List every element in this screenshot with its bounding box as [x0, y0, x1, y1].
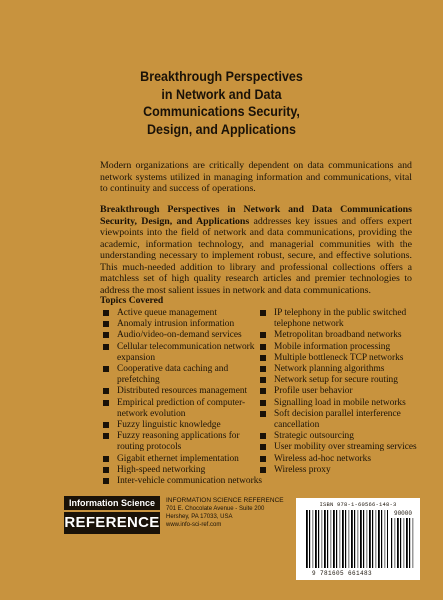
barcode-bar [306, 510, 308, 568]
barcode-bar [358, 510, 359, 568]
logo-bottom-text: REFERENCE [64, 512, 160, 534]
topic-text: Empirical prediction of computer-network evolution [117, 397, 246, 419]
topic-item [103, 342, 265, 364]
topic-item [103, 330, 265, 341]
barcode-bar [322, 510, 323, 568]
logo-top-text: Information Science [64, 496, 160, 510]
topic-item [260, 342, 420, 353]
publisher-website: www.info-sci-ref.com [166, 522, 222, 528]
barcode-bar [345, 510, 346, 568]
topic-item [260, 353, 420, 364]
publisher-address-2: Hershey, PA 17033, USA [166, 514, 233, 520]
topic-item [103, 476, 265, 487]
bullet-square-icon [260, 467, 266, 473]
topic-text: IP telephony in the public switched telephone network [274, 308, 407, 330]
barcode-bar [413, 518, 414, 568]
topic-item [103, 398, 265, 420]
barcode-bar [378, 510, 380, 568]
barcode-panel [296, 498, 420, 580]
barcode-bar [309, 510, 310, 568]
bullet-square-icon [260, 355, 266, 361]
barcode-bar [333, 510, 335, 568]
intro-paragraph: Modern organizations are critically dependent on data communications and network systems utilized in managing information and communications, vital to continuity and success of operations. [100, 160, 412, 194]
barcode-bar [351, 510, 353, 568]
publisher-logo [64, 496, 160, 534]
topic-item [260, 386, 420, 397]
topic-item [260, 364, 420, 375]
barcode-bar [367, 510, 368, 568]
barcode-bar [349, 510, 350, 568]
publisher-address-1: 701 E. Chocolate Avenue - Suite 200 [166, 506, 265, 512]
title-line-2: in Network and Data [161, 86, 282, 102]
title-line-4: Design, and Applications [147, 121, 296, 137]
bullet-square-icon [260, 433, 266, 439]
topic-text: Audio/video-on-demand services [117, 330, 242, 341]
topic-text: Distributed resources management [117, 386, 248, 397]
bullet-square-icon [103, 310, 109, 316]
bullet-square-icon [103, 478, 109, 484]
topic-item [260, 375, 420, 386]
bullet-square-icon [260, 400, 266, 406]
topics-heading: Topics Covered [100, 295, 164, 306]
bullet-square-icon [103, 321, 109, 327]
topic-item [260, 454, 420, 465]
topic-text: Profile user behavior [274, 386, 353, 397]
barcode-bar [342, 510, 344, 568]
bullet-square-icon [103, 422, 109, 428]
topic-item [103, 364, 265, 386]
publisher-name: INFORMATION SCIENCE REFERENCE [166, 497, 284, 504]
topic-item [103, 386, 265, 397]
barcode-bar [406, 518, 408, 568]
ean-digits: 9 781605 661483 [311, 570, 372, 577]
barcode-bar [327, 510, 328, 568]
bullet-square-icon [103, 400, 109, 406]
topic-text: Cooperative data caching and prefetching [117, 364, 229, 386]
topic-item [103, 465, 265, 476]
bullet-square-icon [103, 456, 109, 462]
topic-item [260, 431, 420, 442]
barcode-bar [376, 510, 377, 568]
barcode-bar [313, 510, 314, 568]
description-text: addresses key issues and offers expert viewpoints into the field of network and data communications, providing the academic, information technology, and managerial communities with the understanding necessary to implement robust, secure, and effective solutions. This much-needed addition to library and professional collections offers a matchless set of high quality research articles and premier technologies to address the most salient issues in network and data communications. [100, 215, 412, 296]
topic-text: Network setup for secure routing [274, 375, 398, 386]
barcode-bar [318, 510, 319, 568]
topic-item [103, 319, 265, 330]
bullet-square-icon [260, 310, 266, 316]
barcode-bar [360, 510, 362, 568]
bullet-square-icon [260, 332, 266, 338]
barcode-bar [395, 518, 396, 568]
description-bold-title: Breakthrough Perspectives in Network and Data Communications Security, Design, and Applications [100, 204, 412, 227]
topic-item [260, 330, 420, 341]
topic-text: Active queue management [117, 308, 217, 318]
topic-item [260, 409, 420, 431]
barcode-bar [409, 518, 410, 568]
bullet-square-icon [260, 456, 266, 462]
topic-item [103, 308, 265, 319]
barcode-bar [381, 510, 382, 568]
topic-item [103, 431, 265, 453]
description-paragraph [100, 204, 412, 296]
topic-text: Inter-vehicle communication networks [117, 476, 263, 487]
bullet-square-icon [103, 388, 109, 394]
topic-item [103, 454, 265, 465]
bullet-square-icon [103, 332, 109, 338]
topic-text: Wireless proxy [274, 464, 331, 475]
topic-item [260, 442, 420, 453]
bullet-square-icon [260, 366, 266, 372]
topic-text: Cellular telecommunication network expansion [117, 341, 255, 363]
bullet-square-icon [103, 366, 109, 372]
topic-text: Strategic outsourcing [274, 431, 354, 442]
barcode-bar [391, 518, 392, 568]
topic-item [260, 398, 420, 409]
topic-text: Soft decision parallel interference cancellation [274, 408, 401, 431]
topic-text: Fuzzy linguistic knowledge [117, 420, 221, 431]
isbn-text: ISBN 978-1-60566-148-3 [319, 501, 397, 508]
topic-text: High-speed networking [117, 464, 206, 475]
bullet-square-icon [260, 444, 266, 450]
barcode-bar [336, 510, 337, 568]
publisher-info [166, 497, 284, 529]
topic-text: Signalling load in mobile networks [274, 397, 406, 408]
title-line-3: Communications Security, [143, 104, 300, 119]
bullet-square-icon [103, 344, 109, 350]
bullet-square-icon [103, 433, 109, 439]
topic-text: Mobile information processing [274, 341, 391, 352]
topic-item [260, 465, 420, 476]
topic-text: Wireless ad-hoc networks [274, 453, 371, 464]
ean-barcode [306, 510, 388, 568]
barcode-bar [385, 510, 386, 568]
topic-text: User mobility over streaming services [274, 442, 417, 453]
price-addon-code: 90000 [393, 510, 412, 517]
barcode-bar [324, 510, 326, 568]
bullet-square-icon [260, 377, 266, 383]
barcode-bar [400, 518, 401, 568]
topics-list-right [260, 308, 420, 476]
barcode-bar [331, 510, 332, 568]
title-line-1: Breakthrough Perspectives [140, 69, 303, 84]
topic-item [260, 308, 420, 330]
barcode-bar [363, 510, 364, 568]
barcode-bar [315, 510, 317, 568]
bullet-square-icon [260, 344, 266, 350]
topics-list-left [103, 308, 265, 487]
topic-text: Gigabit ethernet implementation [117, 453, 239, 464]
topic-text: Network planning algorithms [274, 364, 385, 375]
barcode-bar [354, 510, 355, 568]
topic-item [103, 420, 265, 431]
topic-text: Fuzzy reasoning applications for routing protocols [117, 431, 240, 453]
bullet-square-icon [260, 411, 266, 417]
addon-barcode [391, 518, 415, 568]
bullet-square-icon [260, 388, 266, 394]
barcode-bar [340, 510, 341, 568]
barcode-bar [404, 518, 405, 568]
topic-text: Multiple bottleneck TCP networks [274, 352, 404, 363]
topic-text: Anomaly intrusion information [117, 319, 235, 330]
book-title [18, 68, 426, 138]
barcode-bar [372, 510, 373, 568]
bullet-square-icon [103, 467, 109, 473]
barcode-bar [369, 510, 371, 568]
topic-text: Metropolitan broadband networks [274, 330, 402, 341]
barcode-bar [397, 518, 399, 568]
barcode-bar [387, 510, 388, 568]
